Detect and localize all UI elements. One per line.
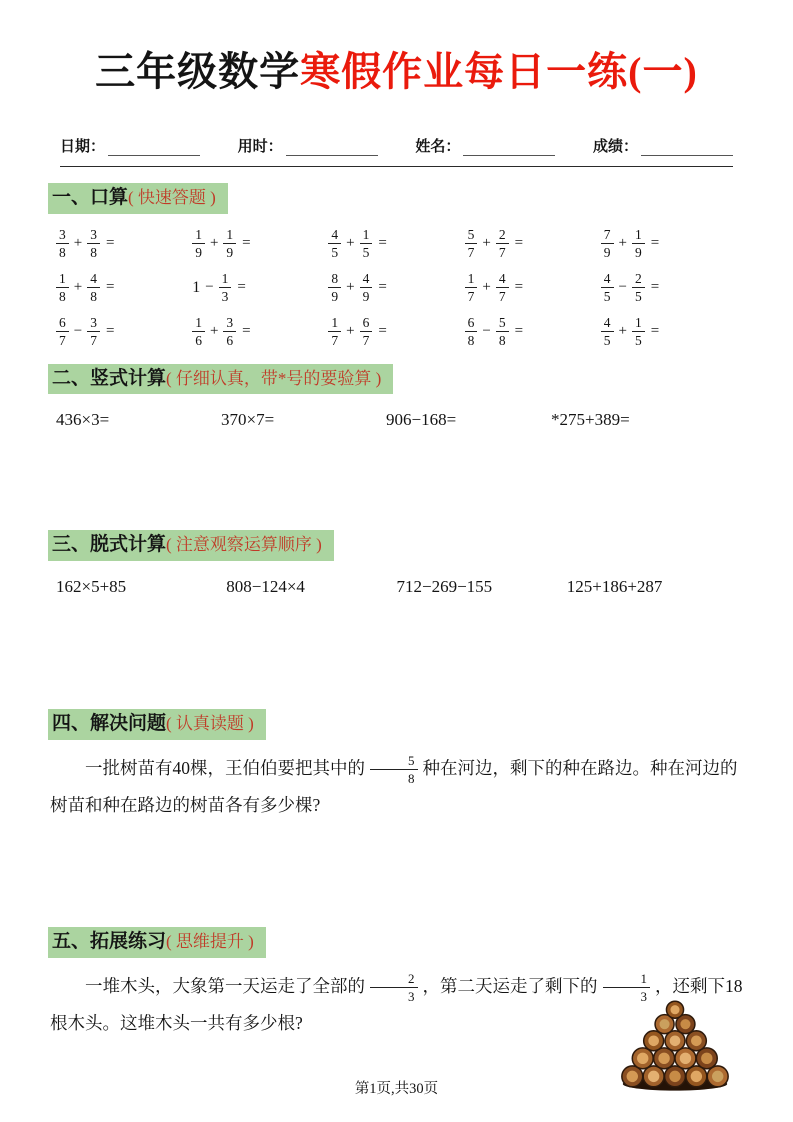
fraction-numerator: 8	[328, 272, 341, 289]
fraction-numerator: 1	[328, 316, 341, 333]
operator: +	[346, 279, 355, 296]
equals-sign: =	[650, 279, 660, 296]
title-topic: 寒假作业每日一练(一)	[300, 49, 698, 94]
fraction-denominator: 5	[362, 245, 370, 261]
fraction-numerator: 2	[370, 972, 418, 988]
text-run: 一堆木头，大象第一天运走了全部的	[85, 975, 365, 996]
vertical-problem: 906−168=	[386, 410, 457, 430]
meta-blank	[641, 138, 733, 156]
meta-field-3	[593, 135, 733, 156]
oral-problem	[328, 226, 464, 262]
fraction	[223, 316, 236, 348]
fraction-denominator: 7	[498, 289, 506, 305]
oral-problem	[328, 270, 464, 306]
fraction-denominator: 8	[408, 771, 415, 787]
fraction	[87, 272, 100, 304]
title-course: 三年级数学	[95, 49, 301, 94]
oral-problem	[328, 314, 464, 350]
word-problem-text	[50, 750, 743, 824]
fraction-denominator: 8	[90, 245, 97, 261]
fraction	[219, 272, 232, 304]
fraction-denominator: 5	[331, 245, 339, 261]
operator: +	[73, 235, 83, 252]
fraction-denominator: 9	[195, 245, 202, 261]
word-heading	[48, 709, 266, 740]
fraction-numerator: 6	[465, 316, 478, 333]
fraction	[601, 228, 614, 260]
equals-sign: =	[105, 323, 115, 340]
fraction-numerator: 3	[87, 228, 100, 245]
fraction-denominator: 5	[635, 333, 642, 349]
operator: +	[618, 235, 628, 252]
stepwise-heading	[48, 530, 334, 561]
extension-heading-label: 五、拓展练习	[52, 931, 167, 953]
inline-fraction	[603, 972, 651, 1003]
word-heading-label: 四、解决问题	[52, 713, 167, 735]
fraction-numerator: 4	[328, 228, 341, 245]
fraction	[328, 316, 341, 348]
fraction-numerator: 1	[219, 272, 232, 289]
text-run: 一批树苗有40棵，王伯伯要把其中的	[85, 757, 365, 778]
stepwise-problem: 808−124×4	[226, 577, 305, 597]
fraction-numerator: 6	[56, 316, 69, 333]
log	[686, 1031, 706, 1051]
vertical-problem: 436×3=	[56, 410, 110, 430]
operator: +	[482, 235, 491, 252]
fraction	[601, 272, 614, 304]
section-vertical	[48, 364, 745, 431]
fraction-numerator: 4	[601, 272, 614, 289]
fraction	[632, 316, 645, 348]
fraction-denominator: 7	[331, 333, 339, 349]
fraction	[465, 272, 478, 304]
operator: −	[205, 279, 214, 296]
fraction-denominator: 6	[195, 333, 202, 349]
vertical-problem: *275+389=	[551, 410, 630, 430]
extension-heading-hint: ( 思维提升 )	[166, 932, 254, 952]
operator: +	[73, 279, 83, 296]
fraction-denominator: 9	[603, 245, 611, 261]
equals-sign: =	[650, 235, 660, 252]
word-heading-hint: ( 认真读题 )	[166, 714, 254, 734]
fraction	[328, 272, 341, 304]
fraction-numerator: 3	[56, 228, 69, 245]
stepwise-problem: 712−269−155	[396, 577, 493, 597]
equals-sign: =	[242, 235, 251, 252]
fraction-numerator: 4	[360, 272, 373, 289]
stepwise-problem-list	[56, 577, 737, 597]
operator: +	[346, 323, 355, 340]
vertical-problem: 370×7=	[221, 410, 275, 430]
fraction-numerator: 4	[87, 272, 100, 289]
fraction-numerator: 6	[360, 316, 373, 333]
fraction	[465, 228, 478, 260]
text-run: ，还剩下18根木头。这堆木头一共有多少根?	[50, 975, 743, 1033]
oral-problem	[56, 226, 192, 262]
operator: +	[346, 235, 355, 252]
vertical-heading	[48, 364, 393, 395]
fraction	[496, 228, 509, 260]
fraction-denominator: 3	[221, 289, 229, 305]
fraction-denominator: 8	[90, 289, 97, 305]
fraction-numerator: 1	[632, 228, 645, 245]
stepwise-problem: 125+186+287	[566, 577, 663, 597]
oral-problem	[601, 226, 737, 262]
fraction	[87, 228, 100, 260]
fraction	[632, 228, 645, 260]
operator: +	[482, 279, 491, 296]
operator: −	[73, 323, 83, 340]
section-word-problem	[48, 709, 745, 823]
fraction	[56, 272, 69, 304]
oral-problem	[192, 314, 328, 350]
oral-problem	[192, 226, 328, 262]
fraction	[496, 272, 509, 304]
meta-row	[60, 135, 733, 167]
text-run: 种在河边，剩下的种在路边。种在河边的树苗和种在路边的树苗各有多少棵?	[50, 757, 738, 815]
operator: +	[209, 323, 219, 340]
text-run: ，第二天运走了剩下的	[422, 975, 598, 996]
fraction-numerator: 5	[370, 754, 418, 770]
fraction-denominator: 7	[498, 245, 506, 261]
fraction-denominator: 8	[467, 333, 475, 349]
fraction-numerator: 5	[496, 316, 509, 333]
meta-blank	[108, 138, 200, 156]
equals-sign: =	[378, 235, 387, 252]
fraction-numerator: 1	[192, 316, 205, 333]
fraction-numerator: 1	[603, 972, 651, 988]
fraction	[56, 316, 69, 348]
fraction-numerator: 1	[632, 316, 645, 333]
oral-problem	[192, 270, 328, 306]
fraction	[192, 316, 205, 348]
oral-problem	[465, 270, 601, 306]
fraction	[360, 228, 373, 260]
page-title	[46, 40, 747, 97]
fraction-numerator: 1	[192, 228, 205, 245]
fraction-numerator: 7	[601, 228, 614, 245]
oral-heading-label: 一、口算	[52, 187, 129, 208]
fraction-denominator: 6	[226, 333, 234, 349]
fraction-denominator: 5	[603, 289, 611, 305]
fraction	[328, 228, 341, 260]
equals-sign: =	[242, 323, 251, 340]
operator: −	[618, 279, 628, 296]
section-stepwise	[48, 530, 745, 597]
fraction-numerator: 5	[465, 228, 478, 245]
fraction-numerator: 4	[601, 316, 614, 333]
equals-sign: =	[514, 235, 524, 252]
stepwise-heading-hint: ( 注意观察运算顺序 )	[166, 535, 322, 555]
oral-problem	[601, 314, 737, 350]
meta-label: 用时：	[237, 139, 283, 155]
fraction-numerator: 1	[465, 272, 478, 289]
fraction-denominator: 5	[603, 333, 611, 349]
fraction-numerator: 2	[632, 272, 645, 289]
fraction	[56, 228, 69, 260]
oral-heading-hint: ( 快速答题 )	[128, 188, 216, 207]
oral-problem	[465, 314, 601, 350]
equals-sign: =	[514, 323, 524, 340]
operator: −	[482, 323, 491, 340]
fraction-denominator: 7	[467, 245, 475, 261]
meta-label: 姓名：	[415, 139, 461, 155]
fraction-denominator: 9	[331, 289, 339, 305]
fraction-denominator: 8	[59, 289, 66, 305]
fraction-denominator: 9	[635, 245, 642, 261]
fraction-numerator: 1	[360, 228, 373, 245]
fraction-denominator: 3	[640, 989, 647, 1005]
log	[632, 1048, 653, 1069]
fraction-denominator: 3	[408, 989, 415, 1005]
vertical-problem-list	[56, 410, 737, 430]
operator: +	[209, 235, 219, 252]
equals-sign: =	[237, 279, 246, 296]
log	[666, 1001, 683, 1018]
equals-sign: =	[650, 323, 660, 340]
fraction-denominator: 7	[59, 333, 66, 349]
equals-sign: =	[105, 279, 115, 296]
oral-problem-grid	[56, 226, 737, 350]
meta-label: 日期：	[60, 139, 106, 155]
fraction	[87, 316, 100, 348]
oral-problem	[56, 314, 192, 350]
equals-sign: =	[378, 279, 387, 296]
inline-fraction	[370, 972, 418, 1003]
fraction-denominator: 5	[635, 289, 642, 305]
meta-field-2	[415, 135, 555, 156]
operator: +	[618, 323, 628, 340]
extension-heading	[48, 927, 266, 958]
fraction-denominator: 9	[362, 289, 370, 305]
stepwise-heading-label: 三、脱式计算	[52, 534, 167, 556]
fraction	[496, 316, 509, 348]
fraction-numerator: 4	[496, 272, 509, 289]
vertical-heading-label: 二、竖式计算	[52, 367, 167, 389]
meta-field-1	[238, 135, 378, 156]
fraction	[360, 316, 373, 348]
meta-blank	[463, 138, 555, 156]
equals-sign: =	[514, 279, 524, 296]
inline-fraction	[370, 754, 418, 785]
fraction-numerator: 1	[56, 272, 69, 289]
fraction-denominator: 7	[90, 333, 97, 349]
fraction-numerator: 2	[496, 228, 509, 245]
whole-number: 1	[192, 278, 201, 296]
oral-problem	[601, 270, 737, 306]
fraction-denominator: 7	[467, 289, 475, 305]
fraction	[360, 272, 373, 304]
fraction-numerator: 1	[223, 228, 236, 245]
fraction	[465, 316, 478, 348]
meta-field-0	[60, 135, 200, 156]
fraction-denominator: 9	[226, 245, 234, 261]
meta-label: 成绩：	[592, 139, 638, 155]
oral-problem	[56, 270, 192, 306]
fraction	[632, 272, 645, 304]
fraction	[223, 228, 236, 260]
oral-problem	[465, 226, 601, 262]
fraction	[192, 228, 205, 260]
log	[644, 1031, 664, 1051]
fraction-denominator: 8	[59, 245, 66, 261]
section-oral	[48, 183, 745, 350]
fraction-denominator: 7	[362, 333, 370, 349]
fraction	[601, 316, 614, 348]
fraction-denominator: 8	[498, 333, 506, 349]
meta-blank	[286, 138, 378, 156]
vertical-heading-hint: ( 仔细认真，带*号的要验算 )	[166, 368, 382, 388]
equals-sign: =	[378, 323, 387, 340]
equals-sign: =	[105, 235, 115, 252]
oral-heading	[48, 183, 228, 214]
stepwise-problem: 162×5+85	[56, 577, 127, 597]
page-footer: 第1页,共30页	[354, 1081, 439, 1097]
fraction-numerator: 3	[87, 316, 100, 333]
fraction-numerator: 3	[223, 316, 236, 333]
